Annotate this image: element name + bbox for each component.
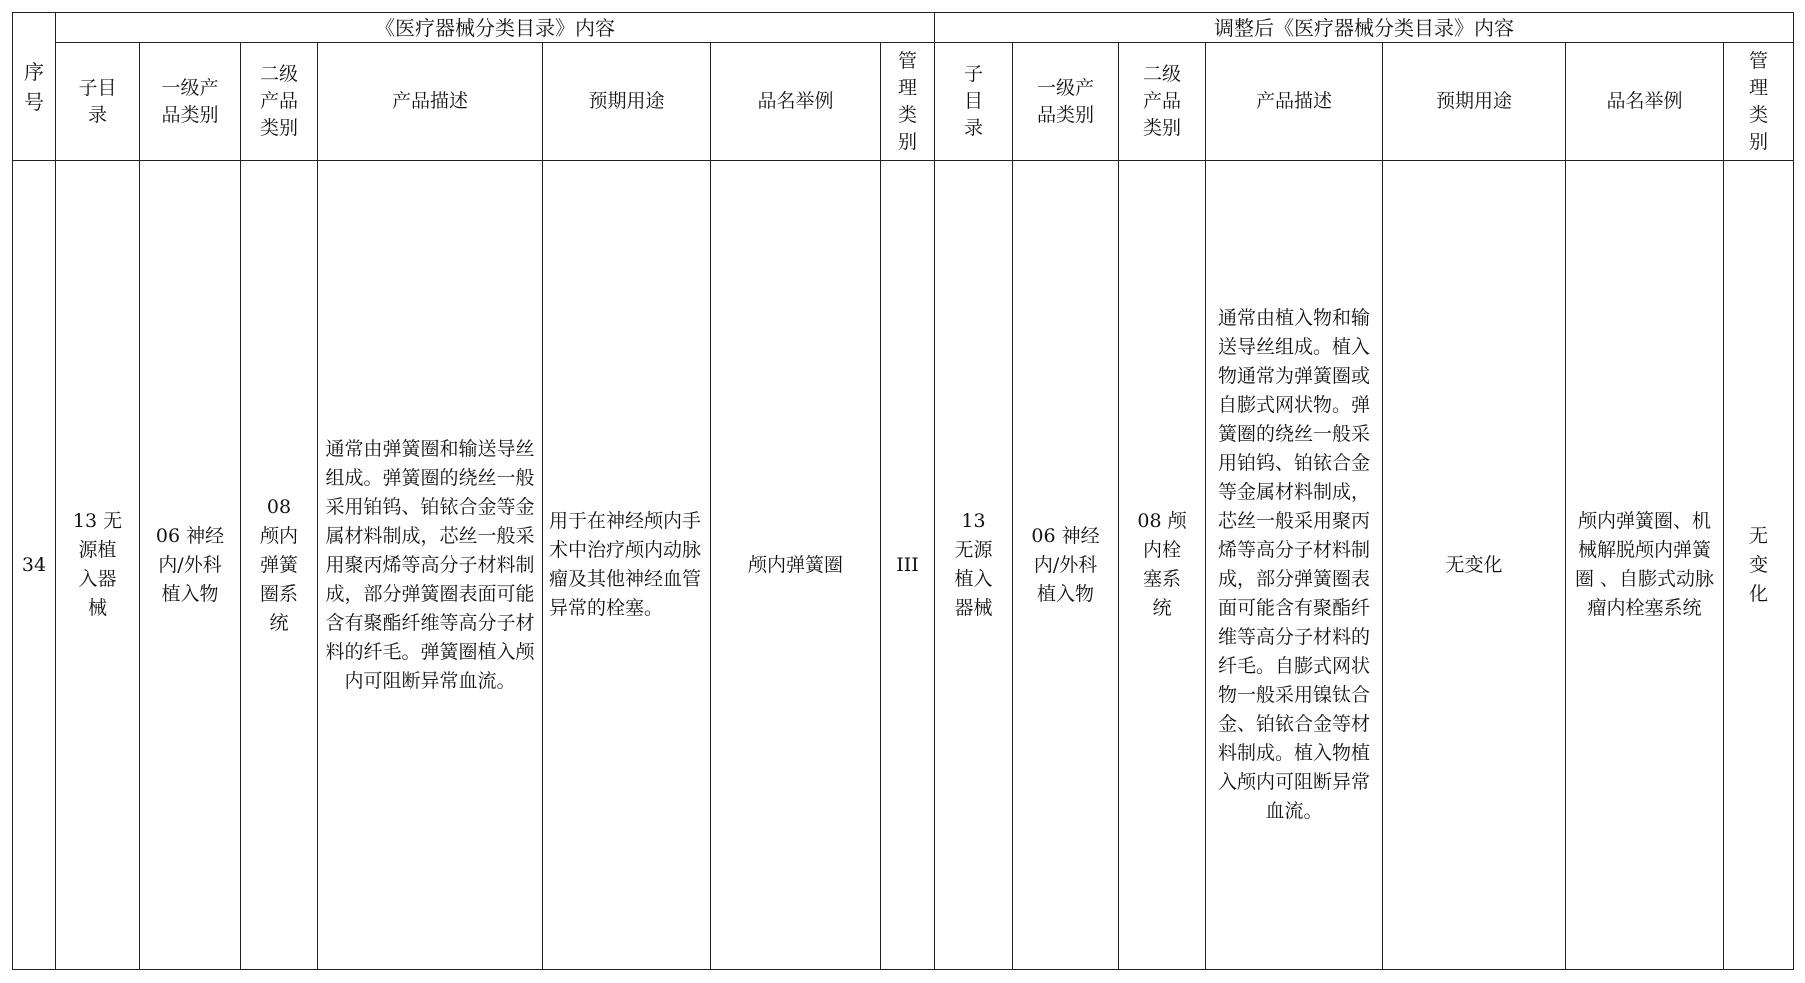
- cell-management-class: III: [881, 161, 935, 970]
- cell-adjusted-level2-category: 08 颅内栓塞系统: [1119, 161, 1206, 970]
- header-adjusted-level2-category: 二级产品类别: [1119, 43, 1206, 161]
- table-row: [13, 161, 1794, 970]
- group-header-row: [13, 13, 1794, 43]
- index-header: 序号: [13, 13, 56, 161]
- header-adjusted-sub-catalog: 子目录: [935, 43, 1013, 161]
- header-adjusted-intended-use: 预期用途: [1383, 43, 1566, 161]
- header-description: 产品描述: [318, 43, 543, 161]
- cell-description: 通常由弹簧圈和输送导丝组成。弹簧圈的绕丝一般采用铂钨、铂铱合金等金属材料制成，芯丝一般采用聚丙烯等高分子材料制成，部分弹簧圈表面可能含有聚酯纤维等高分子材料的纤毛。弹簧圈植入颅内可阻断异常血流。: [318, 161, 543, 970]
- header-level2-category: 二级产品类别: [241, 43, 318, 161]
- cell-level1-category: 06 神经内/外科植入物: [140, 161, 241, 970]
- adjusted-catalog-group-header: 调整后《医疗器械分类目录》内容: [935, 13, 1794, 43]
- column-header-row: [13, 43, 1794, 161]
- row-index: 34: [13, 161, 56, 970]
- header-level1-category: 一级产品类别: [140, 43, 241, 161]
- cell-examples: 颅内弹簧圈: [711, 161, 881, 970]
- cell-level2-category: 08 颅内弹簧圈系统: [241, 161, 318, 970]
- cell-adjusted-management-class: 无变化: [1724, 161, 1794, 970]
- header-adjusted-management-class: 管理类别: [1724, 43, 1794, 161]
- catalog-comparison-table: [12, 12, 1794, 970]
- cell-adjusted-level1-category: 06 神经内/外科植入物: [1013, 161, 1119, 970]
- header-adjusted-description: 产品描述: [1206, 43, 1383, 161]
- cell-adjusted-intended-use: 无变化: [1383, 161, 1566, 970]
- header-sub-catalog: 子目录: [56, 43, 140, 161]
- cell-intended-use: 用于在神经颅内手术中治疗颅内动脉瘤及其他神经血管异常的栓塞。: [543, 161, 711, 970]
- header-adjusted-level1-category: 一级产品类别: [1013, 43, 1119, 161]
- cell-adjusted-examples: 颅内弹簧圈、机械解脱颅内弹簧圈 、自膨式动脉瘤内栓塞系统: [1566, 161, 1724, 970]
- cell-sub-catalog: 13 无源植入器械: [56, 161, 140, 970]
- header-adjusted-examples: 品名举例: [1566, 43, 1724, 161]
- header-intended-use: 预期用途: [543, 43, 711, 161]
- header-management-class: 管理类别: [881, 43, 935, 161]
- cell-adjusted-description: 通常由植入物和输送导丝组成。植入物通常为弹簧圈或自膨式网状物。弹簧圈的绕丝一般采用铂钨、铂铱合金等金属材料制成，芯丝一般采用聚丙烯等高分子材料制成，部分弹簧圈表面可能含有聚酯纤维等高分子材料的纤毛。自膨式网状物一般采用镍钛合金、铂铱合金等材料制成。植入物植入颅内可阻断异常血流。: [1206, 161, 1383, 970]
- header-examples: 品名举例: [711, 43, 881, 161]
- original-catalog-group-header: 《医疗器械分类目录》内容: [56, 13, 935, 43]
- cell-adjusted-sub-catalog: 13 无源植入器械: [935, 161, 1013, 970]
